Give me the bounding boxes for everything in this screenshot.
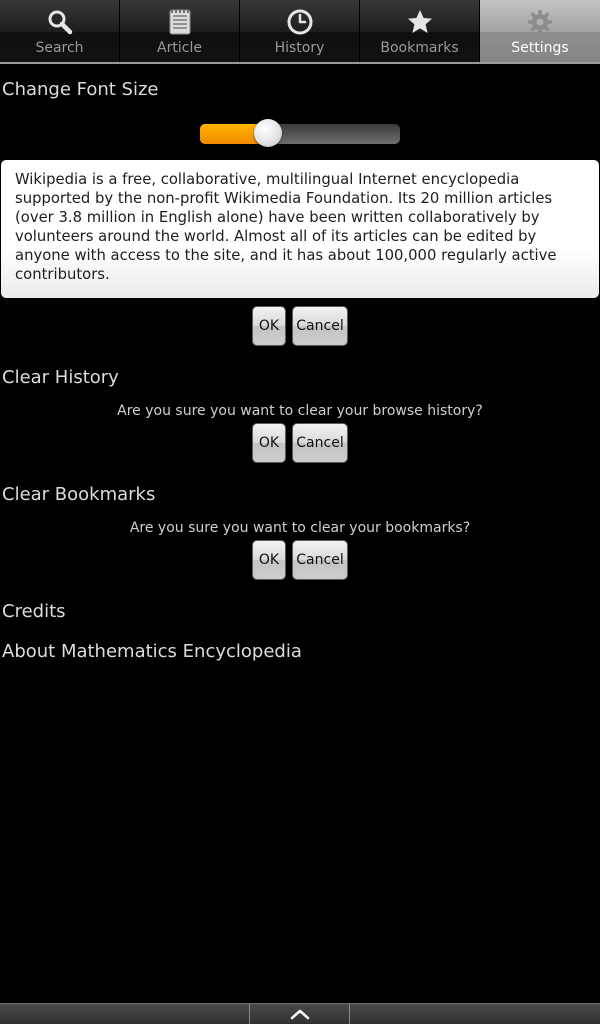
clear-bookmarks-prompt: Are you sure you want to clear your bookmarks? — [129, 520, 471, 536]
history-clock-icon — [285, 7, 315, 37]
tab-bar — [0, 0, 600, 64]
clear-bookmarks-cancel-button[interactable]: Cancel — [292, 540, 348, 580]
tab-article[interactable] — [120, 0, 240, 62]
tab-search[interactable] — [0, 0, 120, 62]
settings-gear-icon — [525, 7, 555, 37]
bottom-bar-right — [350, 1004, 600, 1024]
font-size-cancel-button[interactable]: Cancel — [292, 306, 348, 346]
clear-history-title: Clear History — [2, 367, 119, 388]
clear-bookmarks-ok-button[interactable]: OK — [252, 540, 286, 580]
credits-link[interactable]: Credits — [2, 601, 66, 622]
font-size-slider[interactable] — [200, 124, 400, 144]
bottom-bar-left — [0, 1004, 250, 1024]
clear-bookmarks-title: Clear Bookmarks — [2, 484, 156, 505]
chevron-up-icon — [289, 1007, 311, 1021]
clear-history-ok-button[interactable]: OK — [252, 423, 286, 463]
font-size-button-row — [0, 306, 600, 346]
about-link[interactable]: About Mathematics Encyclopedia — [2, 641, 302, 662]
tab-history[interactable] — [240, 0, 360, 62]
clear-history-prompt: Are you sure you want to clear your browse history? — [117, 403, 483, 419]
font-preview-box — [1, 160, 599, 298]
tab-history-label: History — [274, 40, 325, 56]
tab-bookmarks[interactable] — [360, 0, 480, 62]
tab-bookmarks-label: Bookmarks — [380, 40, 459, 56]
article-icon — [165, 7, 195, 37]
font-preview-text: Wikipedia is a free, collaborative, multilingual Internet encyclopedia supported by the non-profit Wikimedia Foundation. Its 20 million articles (over 3.8 million in English alone) have been written collaboratively by volunteers around the world. Almost all of its articles can be edited by anyone with access to the site, and it has about 100,000 regularly active contributors. — [15, 171, 557, 283]
tab-settings[interactable] — [480, 0, 600, 62]
bookmark-star-icon — [405, 7, 435, 37]
bottom-bar — [0, 1003, 600, 1024]
tab-article-label: Article — [157, 40, 202, 56]
expand-button[interactable] — [250, 1004, 350, 1024]
font-size-ok-button[interactable]: OK — [252, 306, 286, 346]
clear-history-cancel-button[interactable]: Cancel — [292, 423, 348, 463]
font-size-slider-thumb[interactable] — [254, 119, 282, 147]
tab-settings-label: Settings — [511, 40, 569, 56]
search-icon — [45, 7, 75, 37]
tab-search-label: Search — [35, 40, 84, 56]
clear-history-button-row — [0, 423, 600, 463]
clear-bookmarks-button-row — [0, 540, 600, 580]
change-font-size-title: Change Font Size — [2, 79, 159, 100]
